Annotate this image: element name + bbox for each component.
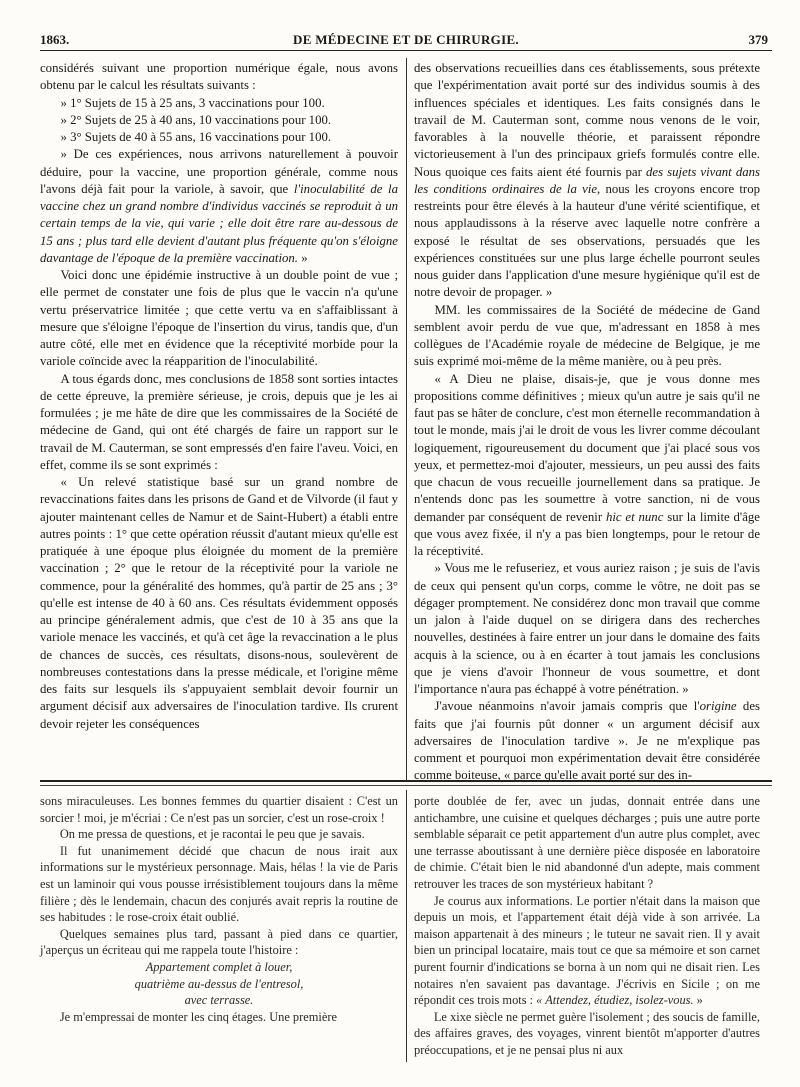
text-run: « A Dieu ne plaise, disais-je, que je vous donne mes propositions comme définitives ; mieux qu'un autre je sais qu'il ne faut pas se hâter de conclure, c'est mon éternelle recommandation à tout le monde, mais j'ai le droit de vous les livrer comme découlant logiquement, rigoureusement du document que j'ai placé sous vos yeux, et permettez-moi d'ajouter, messieurs, un peu aussi des faits que chacun de vous recueille journellement dans sa pratique. Je n'entends donc pas les soumettre à votre sanction, ni de vous demander par conséquent de revenir <box>414 371 760 524</box>
paragraph: porte doublée de fer, avec un judas, donnait entrée dans une antichambre, une cuisine et quelques décharges ; puis une autre porte semblable séparait ce petit appartement d'un autre plus complet, avec une terrasse aboutissant à une dernière pièce disposée en laboratoire de chimie. C'était bien le nid abandonné d'un adepte, mais comment retrouver les traces de son mystérieux habitant ? <box>414 794 760 891</box>
paragraph <box>414 371 760 561</box>
bottom-right-column <box>414 793 760 1059</box>
top-right-column <box>414 60 761 783</box>
page-number: 379 <box>748 32 768 47</box>
text-run: » <box>298 250 308 265</box>
list-item: » 1° Sujets de 15 à 25 ans, 3 vaccinations pour 100. <box>60 95 325 110</box>
bottom-left-column <box>40 793 398 1059</box>
paragraph <box>40 146 398 267</box>
list-item: » 3° Sujets de 40 à 55 ans, 16 vaccinations pour 100. <box>60 130 332 144</box>
feuilleton-separator <box>40 780 772 782</box>
text-run: , nous les croyons encore trop restreints pour être élevés à la hauteur d'une vérité scientifique, et nous applaudissons à la réserve avec laquelle notre confrère a exposé le résultat de ses observations, persuadés que les expériences constituées sur une plus large échelle pourront seules nous guider dans l'application d'une mesure hygiénique qu'il est de notre devoir de propager. » <box>414 181 760 300</box>
column-divider-bottom <box>406 790 407 1062</box>
paragraph: « Un relevé statistique basé sur un grand nombre de revaccinations faites dans les prisons de Gand et de Vilvorde (il faut y ajouter maintenant celles de Namur et de Saint-Hubert) a établi entre autres points : 1° que cette opération réussit d'autant mieux qu'elle est pratiquée à une époque plus éloignée du moment de la première vaccination ; 2° que le retour de la réceptivité pour la variole ne commence, pour la généralité des hommes, qu'à partir de 25 ans ; 3° qu'elle est intense de 40 à 60 ans. Ces résultats évidemment opposés au principe généralement admis, que c'est de 10 à 35 ans que la variole menace les vaccinés, et qu'à cet âge la revaccination a le plus de chances de succès, ces résultats, disons-nous, soulevèrent de nombreuses contestations dans la presse médicale, et l'origine même des faits sur lesquels ils s'appuyaient semblait devoir fournir un argument décisif aux adversaires de l'inoculation tardive. Ils crurent devoir rejeter les conséquences <box>40 475 398 731</box>
paragraph: Il fut unanimement décidé que chacun de nous irait aux informations sur le mystérieux personnage. Mais, hélas ! la vie de Paris est un laminoir qui vous pousse irrésistiblement toujours dans la même filière ; dès le lendemain, chacun des conjurés avait repris la routine de ses habitudes : le rose-croix était oublié. <box>40 843 398 925</box>
italic-quote: l'inoculabilité de la vaccine chez un grand nombre d'individus vaccinés se reproduit à un certain temps de la vie, qui varie ; elle doit être rare au-dessous de 15 ans ; plus tard elle devient d'autant plus fréquente qu'on s'éloigne davantage de l'époque de la première vaccination. <box>40 181 398 265</box>
paragraph <box>414 698 760 784</box>
text-run: J'avoue néanmoins n'avoir jamais compris que l' <box>434 699 700 714</box>
paragraph: On me pressa de questions, et je racontai le peu que je savais. <box>59 827 365 842</box>
text-run: Je courus aux informations. Le portier n'était dans la maison que depuis un mois, et l'appartement était déjà vide à son arrivée. La maison appartenait à des mineurs ; le tuteur ne savait rien. Il y avait bien un principal locataire, mais tout ce que sa mémoire et son carnet purent fournir d'indications se borna à un nom qui ne disait rien. Les notaires n'en savaient pas davantage. J'écrivis en Sicile ; on me répondit ces trois mots : <box>414 893 760 1008</box>
header-title: DE MÉDECINE ET DE CHIRURGIE. <box>293 32 519 47</box>
header-year: 1863. <box>40 32 70 47</box>
italic-phrase: des sujets vivant dans les conditions ordinaires de la vie <box>414 164 761 196</box>
paragraph: Le xixe siècle ne permet guère l'isolement ; des soucis de famille, des affaires graves, des voyages, vinrent bientôt m'apporter d'autres préoccupations, et je ne pensai plus ni aux <box>414 1009 760 1057</box>
text-run: des faits que j'ai fournis pût donner « un argument décisif aux adversaires de l'inoculation tardive ». Je ne m'explique pas comment et pourquoi mon expérimentation devait être considérée comme boiteuse, « parce qu'elle avait porté sur des in- <box>414 699 760 783</box>
list-item: » 2° Sujets de 25 à 40 ans, 10 vaccinations pour 100. <box>60 112 332 127</box>
paragraph: Je m'empressai de monter les cinq étages. Une première <box>59 1009 337 1024</box>
top-left-column <box>40 60 398 766</box>
paragraph <box>414 60 760 302</box>
notice-line: avec terrasse. <box>184 993 254 1008</box>
paragraph: sons miraculeuses. Les bonnes femmes du quartier disaient : C'est un sorcier ! moi, je m'écriai : Ce n'est pas un sorcier, c'est un rose-croix ! <box>40 794 398 825</box>
paragraph: MM. les commissaires de la Société de médecine de Gand semblent avoir perdu de vue que, m'adressant en 1858 à mes collègues de l'Académie royale de médecine de Belgique, je me suis exprimé moi-même de la même manière, ou à peu près. <box>414 302 760 369</box>
text-run: des observations recueillies dans ces établissements, sous prétexte que l'expérimentation avait porté sur des individus soumis à des influences spéciales et identiques. Les faits consignés dans le travail de M. Cauterman sont, comme nous venons de le voir, favorables à la nouvelle théorie, et paraissent répondre victorieusement à l'un des principaux griefs formulés contre elle. Nous quoique ces faits aient été fournis par <box>414 61 760 179</box>
paragraph: » Vous me le refuseriez, et vous auriez raison ; je suis de l'avis de ceux qui pensent qu'un corps, comme le vôtre, ne doit pas se dégager promptement. Ne considérez donc mon travail que comme un jalon à l'aide duquel on se dirigera dans des recherches nouvelles, destinées à faire entrer un jour dans le domaine des faits acquis à la science, ou à en écarter à tout jamais les conclusions que je viens d'avoir l'honneur de vous soumettre, et dont l'importance n'aura pas échappé à votre pénétration. » <box>414 561 760 696</box>
text-run: sur la limite d'âge que vous avez fixée, il n'y a pas bien longtemps, pour le retour de la réceptivité. <box>414 509 760 558</box>
italic-phrase: hic et nunc <box>605 509 664 524</box>
text-run: » De ces expériences, nous arrivons naturellement à pouvoir déduire, pour la vaccine, une proportion générale, comme nous l'avons déjà fait pour la variole, à savoir, que <box>40 147 398 196</box>
text-run: » <box>693 993 703 1008</box>
paragraph: considérés suivant une proportion numérique égale, nous avons obtenu par le calcul les résultats suivants : <box>40 61 398 93</box>
paragraph: Voici donc une épidémie instructive à un double point de vue ; elle permet de constater une fois de plus que le vaccin n'a qu'une vertu préservatrice limitée ; que cette vertu va en s'affaiblissant à mesure que s'éloigne l'époque de l'insertion du virus, tandis que, d'un autre côté, elle met en évidence que la réceptivité morbide pour la variole coïncide avec la réapparition de l'inoculabilité. <box>40 268 398 369</box>
column-divider-top <box>406 58 407 780</box>
italic-phrase: origine <box>699 699 737 714</box>
paragraph <box>414 893 760 1009</box>
paragraph: Quelques semaines plus tard, passant à pied dans ce quartier, j'aperçus un écriteau qui me rappela toute l'histoire : <box>40 926 398 958</box>
notice-line: Appartement complet à louer, <box>145 959 293 974</box>
running-header <box>40 28 772 51</box>
paragraph: A tous égards donc, mes conclusions de 1858 sont sorties intactes de cette épreuve, la première sérieuse, je crois, depuis que je les ai formulées ; je me hâte de dire que les commissaires de la Société de médecine de Gand, qui ont été chargés de faire un rapport sur le travail de M. Cauterman, se sont empressés d'en faire l'aveu. Voici, en effet, comme ils se sont exprimés : <box>40 371 398 472</box>
italic-quote: « Attendez, étudiez, isolez-vous. <box>536 993 694 1008</box>
feuilleton-separator-thin <box>40 785 772 786</box>
notice-line: quatrième au-dessus de l'entresol, <box>134 976 304 991</box>
